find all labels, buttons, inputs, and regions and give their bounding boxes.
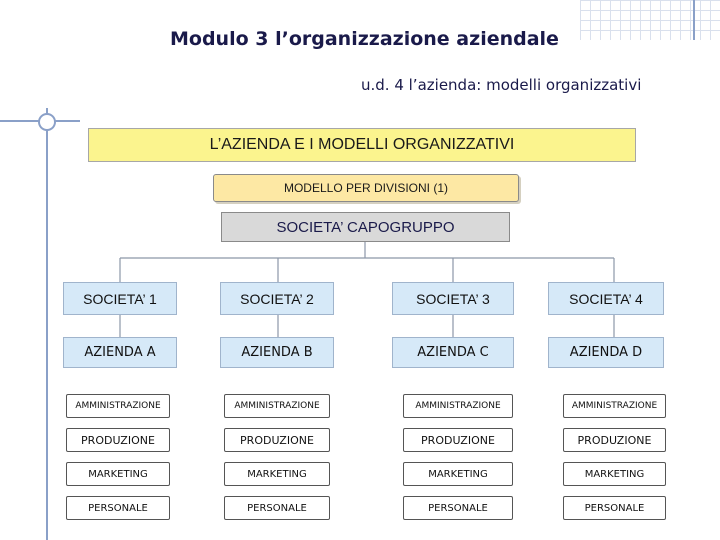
page-subtitle: u.d. 4 l’azienda: modelli organizzativi: [361, 76, 642, 94]
banner-box: L’AZIENDA E I MODELLI ORGANIZZATIVI: [88, 128, 636, 162]
node-societa-3: SOCIETA’ 3: [392, 282, 514, 315]
function-box: PRODUZIONE: [66, 428, 170, 452]
function-box: PRODUZIONE: [224, 428, 330, 452]
node-azienda-d: AZIENDA D: [548, 337, 664, 368]
node-societa-4: SOCIETA’ 4: [548, 282, 664, 315]
function-box: PERSONALE: [563, 496, 666, 520]
function-box: MARKETING: [66, 462, 170, 486]
page-title: Modulo 3 l’organizzazione aziendale: [170, 28, 559, 50]
node-societa-1: SOCIETA’ 1: [63, 282, 177, 315]
root-node: SOCIETA’ CAPOGRUPPO: [221, 212, 510, 242]
node-azienda-b: AZIENDA B: [220, 337, 334, 368]
function-box: PERSONALE: [224, 496, 330, 520]
function-box: PRODUZIONE: [403, 428, 513, 452]
function-box: MARKETING: [403, 462, 513, 486]
node-societa-2: SOCIETA’ 2: [220, 282, 334, 315]
node-azienda-c: AZIENDA C: [392, 337, 514, 368]
function-box: PRODUZIONE: [563, 428, 666, 452]
node-azienda-a: AZIENDA A: [63, 337, 177, 368]
function-box: AMMINISTRAZIONE: [563, 394, 666, 418]
function-box: MARKETING: [224, 462, 330, 486]
function-box: PERSONALE: [403, 496, 513, 520]
function-box: AMMINISTRAZIONE: [224, 394, 330, 418]
function-box: AMMINISTRAZIONE: [66, 394, 170, 418]
model-label-box: MODELLO PER DIVISIONI (1): [213, 174, 519, 202]
function-box: MARKETING: [563, 462, 666, 486]
function-box: PERSONALE: [66, 496, 170, 520]
function-box: AMMINISTRAZIONE: [403, 394, 513, 418]
